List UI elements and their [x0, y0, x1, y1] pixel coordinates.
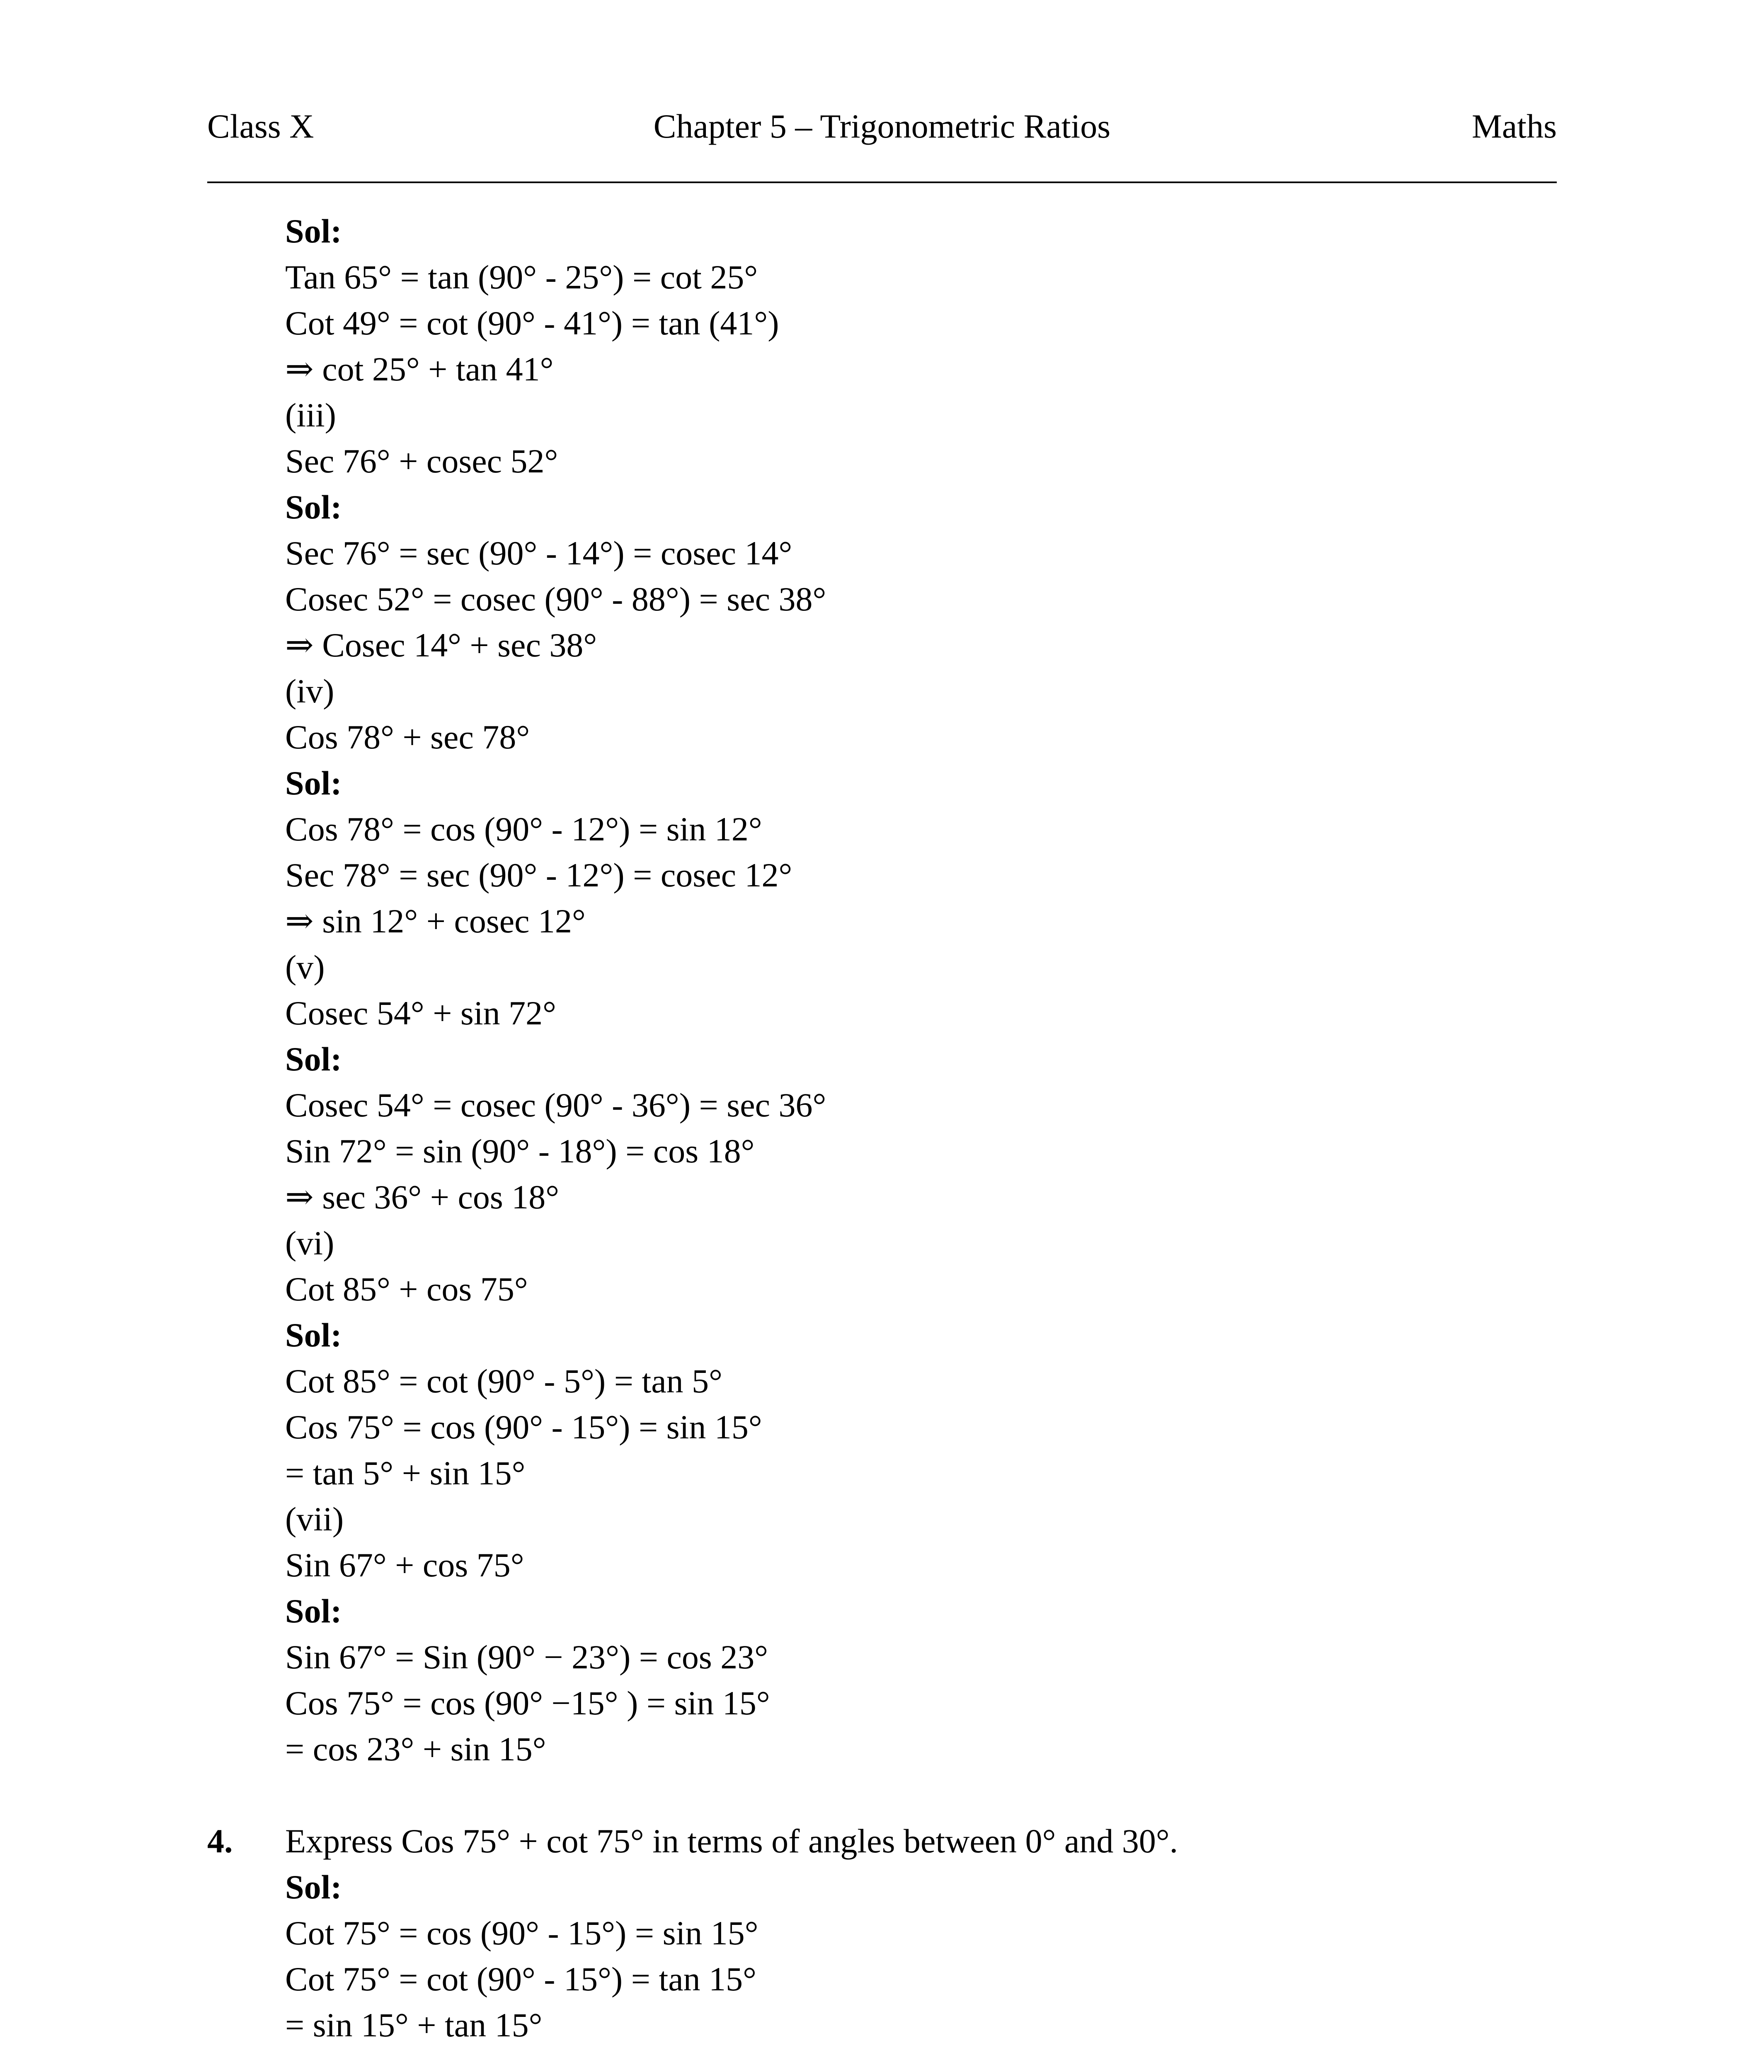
solution-line: Sec 78° = sec (90° - 12°) = cosec 12°	[285, 856, 792, 894]
solution-block-iii	[285, 392, 1529, 668]
header-divider	[207, 182, 1557, 183]
part-question: Cos 78° + sec 78°	[285, 718, 530, 756]
header-class: Class X	[207, 107, 314, 145]
part-question: Cosec 54° + sin 72°	[285, 994, 556, 1032]
sol-label: Sol:	[285, 1316, 342, 1354]
solution-line: = sin 15° + tan 15°	[285, 2006, 543, 2044]
sol-label: Sol:	[285, 764, 342, 802]
solution-line: Cosec 54° = cosec (90° - 36°) = sec 36°	[285, 1086, 826, 1124]
solution-block-vii	[285, 1496, 1529, 1772]
solution-line: Sin 72° = sin (90° - 18°) = cos 18°	[285, 1132, 755, 1170]
page-header	[207, 102, 1557, 151]
solution-line: ⇒ sin 12° + cosec 12°	[285, 902, 586, 940]
solution-line: Cot 85° = cot (90° - 5°) = tan 5°	[285, 1362, 722, 1400]
spacer	[285, 1772, 1529, 1818]
question-text: Express Cos 75° + cot 75° in terms of angles between 0° and 30°.	[285, 1822, 1178, 1860]
part-label: (vi)	[285, 1224, 334, 1262]
sol-label: Sol:	[285, 1040, 342, 1078]
solution-block-iv	[285, 668, 1529, 944]
solution-line: Cosec 52° = cosec (90° - 88°) = sec 38°	[285, 580, 826, 618]
solution-line: ⇒ cot 25° + tan 41°	[285, 350, 554, 388]
solution-block-v	[285, 944, 1529, 1220]
sol-label: Sol:	[285, 212, 342, 250]
solution-line: ⇒ sec 36° + cos 18°	[285, 1178, 560, 1216]
question-number: 4.	[207, 1822, 233, 1860]
part-question: Cot 85° + cos 75°	[285, 1270, 528, 1308]
solution-block-ii	[285, 208, 1529, 392]
solution-line: Cot 75° = cos (90° - 15°) = sin 15°	[285, 1914, 758, 1952]
solution-line: Cot 49° = cot (90° - 41°) = tan (41°)	[285, 304, 779, 342]
sol-label: Sol:	[285, 1592, 342, 1630]
solution-line: Tan 65° = tan (90° - 25°) = cot 25°	[285, 258, 758, 296]
question-4-block	[207, 1818, 1529, 2048]
solution-line: ⇒ Cosec 14° + sec 38°	[285, 626, 597, 664]
header-chapter-title: Chapter 5 – Trigonometric Ratios	[653, 107, 1111, 145]
solution-line: = tan 5° + sin 15°	[285, 1454, 526, 1492]
part-label: (iv)	[285, 672, 334, 710]
solution-line: Cos 75° = cos (90° - 15°) = sin 15°	[285, 1408, 762, 1446]
solution-line: Cot 75° = cot (90° - 15°) = tan 15°	[285, 1960, 756, 1998]
part-question: Sin 67° + cos 75°	[285, 1546, 524, 1584]
solution-block-vi	[285, 1220, 1529, 1496]
page-content	[207, 208, 1529, 2048]
part-label: (v)	[285, 948, 325, 986]
part-question: Sec 76° + cosec 52°	[285, 442, 558, 480]
part-label: (vii)	[285, 1500, 344, 1538]
solution-line: Sin 67° = Sin (90° − 23°) = cos 23°	[285, 1638, 768, 1676]
solution-line: Sec 76° = sec (90° - 14°) = cosec 14°	[285, 534, 792, 572]
part-label: (iii)	[285, 396, 336, 434]
sol-label: Sol:	[285, 488, 342, 526]
solution-line: Cos 78° = cos (90° - 12°) = sin 12°	[285, 810, 762, 848]
header-subject: Maths	[1472, 107, 1557, 145]
solution-line: = cos 23° + sin 15°	[285, 1730, 546, 1768]
sol-label: Sol:	[285, 1868, 342, 1906]
solution-line: Cos 75° = cos (90° −15° ) = sin 15°	[285, 1684, 770, 1722]
